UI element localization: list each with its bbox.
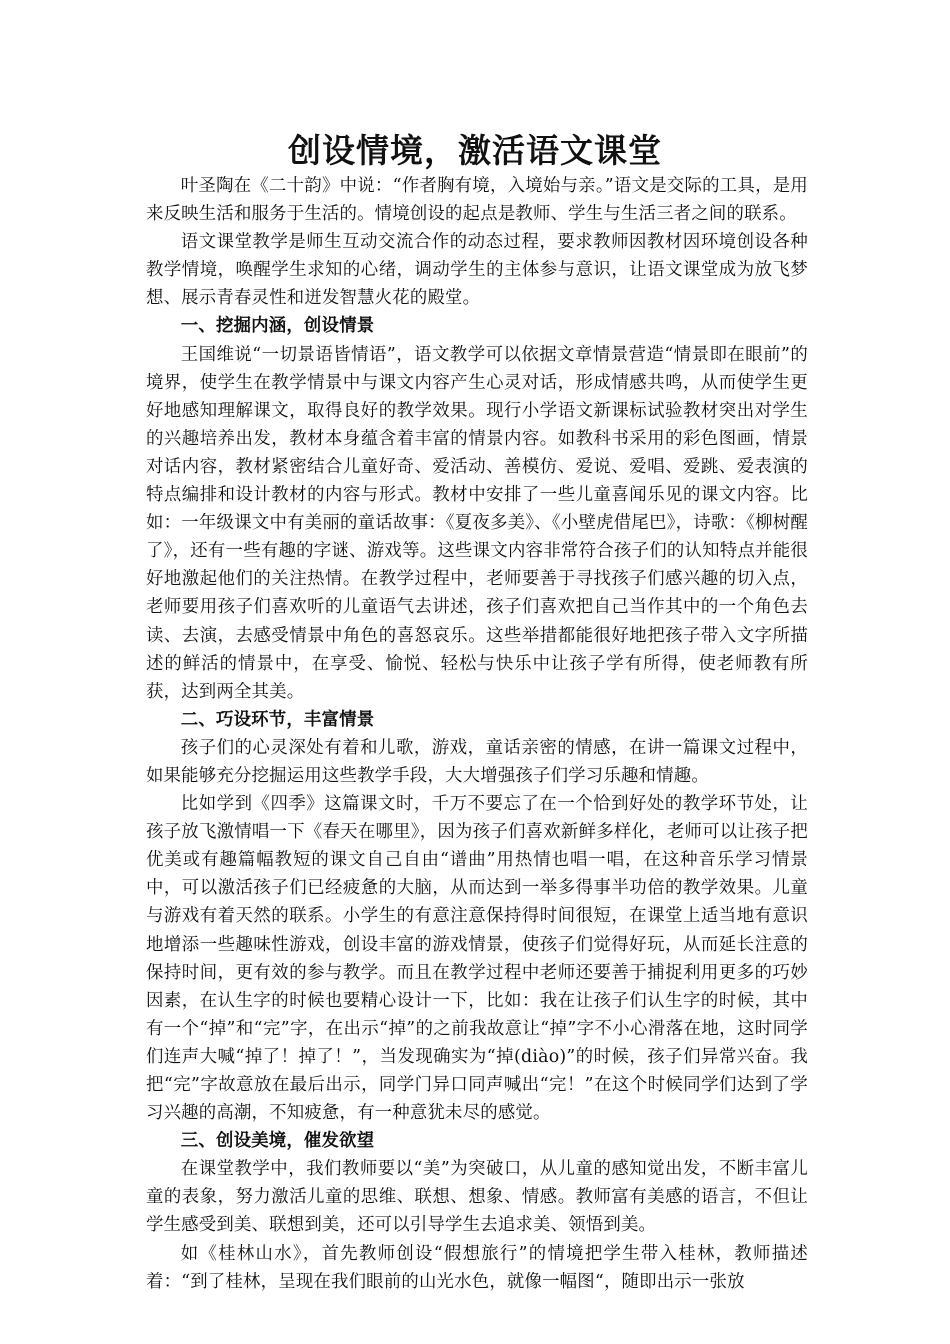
- document-body: [146, 172, 808, 1296]
- paragraph-intro-quote: 叶圣陶在《二十韵》中说：“作者胸有境，入境始与亲。”语文是交际的工具，是用来反映生活和服务于生活的。情境创设的起点是教师、学生与生活三者之间的联系。: [146, 176, 808, 225]
- section-heading-1: 一、挖掘内涵，创设情景: [180, 316, 375, 337]
- paragraph-section-1: 王国维说“一切景语皆情语”，语文教学可以依据文章情景营造“情景即在眼前”的境界，使学生在教学情景中与课文内容产生心灵对话，形成情感共鸣，从而使学生更好地感知理解课文，取得良好的教学效果。现行小学语文新课标试验教材突出对学生的兴趣培养出发，教材本身蕴含着丰富的情景内容。如教科书采用的彩色图画，情景对话内容，教材紧密结合儿童好奇、爱活动、善模仿、爱说、爱唱、爱跳、爱表演的特点编排和设计教材的内容与形式。教材中安排了一些儿童喜闻乐见的课文内容。比如：一年级课文中有美丽的童话故事：《夏夜多美》、《小壁虎借尾巴》，诗歌：《柳树醒了》，还有一些有趣的字谜、游戏等。这些课文内容非常符合孩子们的认知特点并能很好地激起他们的关注热情。在教学过程中，老师要善于寻找孩子们感兴趣的切入点，老师要用孩子们喜欢听的儿童语气去讲述，孩子们喜欢把自己当作其中的一个角色去读、去演，去感受情景中角色的喜怒哀乐。这些举措都能很好地把孩子带入文字所描述的鲜活的情景中，在享受、愉悦、轻松与快乐中让孩子学有所得，使老师教有所获，达到两全其美。: [146, 344, 808, 702]
- section-heading-2: 二、巧设环节，丰富情景: [180, 709, 375, 730]
- section-heading-3: 三、创设美境，催发欲望: [180, 1131, 375, 1152]
- paragraph-section-2a: 孩子们的心灵深处有着和儿歌，游戏，童话亲密的情感，在讲一篇课文过程中，如果能够充分挖掘运用这些教学手段，大大增强孩子们学习乐趣和情趣。: [146, 737, 808, 786]
- paragraph-section-3a: 在课堂教学中，我们教师要以“美”为突破口，从儿童的感知觉出发，不断丰富儿童的表象，努力激活儿童的思维、联想、想象、情感。教师富有美感的语言，不但让学生感受到美、联想到美，还可以引导学生去追求美、领悟到美。: [146, 1159, 808, 1236]
- paragraph-section-3b: 如《桂林山水》，首先教师创设“假想旅行”的情境把学生带入桂林，教师描述着：“到了桂林，呈现在我们眼前的山光水色，就像一幅图“，随即出示一张放: [146, 1243, 808, 1292]
- paragraph-intro-classroom: 语文课堂教学是师生互动交流合作的动态过程，要求教师因教材因环境创设各种教学情境，唤醒学生求知的心绪，调动学生的主体参与意识，让语文课堂成为放飞梦想、展示青春灵性和迸发智慧火花的殿堂。: [146, 232, 808, 309]
- paragraph-section-2b: 比如学到《四季》这篇课文时，千万不要忘了在一个恰到好处的教学环节处，让孩子放飞激情唱一下《春天在哪里》，因为孩子们喜欢新鲜多样化，老师可以让孩子把优美或有趣篇幅教短的课文自己自由“谱曲”用热情也唱一唱，在这种音乐学习情景中，可以激活孩子们已经疲惫的大脑，从而达到一举多得事半功倍的教学效果。儿童与游戏有着天然的联系。小学生的有意注意保持得时间很短，在课堂上适当地有意识地增添一些趣味性游戏，创设丰富的游戏情景，使孩子们觉得好玩，从而延长注意的保持时间，更有效的参与教学。而且在教学过程中老师还要善于捕捉利用更多的巧妙因素，在认生字的时候也要精心设计一下，比如：我在让孩子们认生字的时候，其中有一个“掉”和“完”字，在出示“掉”的之前我故意让“掉”字不小心滑落在地，这时同学们连声大喊“掉了！掉了！”，当发现确实为“掉(diào)”的时候，孩子们异常兴奋。我把“完”字故意放在最后出示，同学门异口同声喊出“完！”在这个时候同学们达到了学习兴趣的高潮，不知疲惫，有一种意犹未尽的感觉。: [146, 794, 808, 1124]
- page-title: 创设情境，激活语文课堂: [288, 131, 662, 170]
